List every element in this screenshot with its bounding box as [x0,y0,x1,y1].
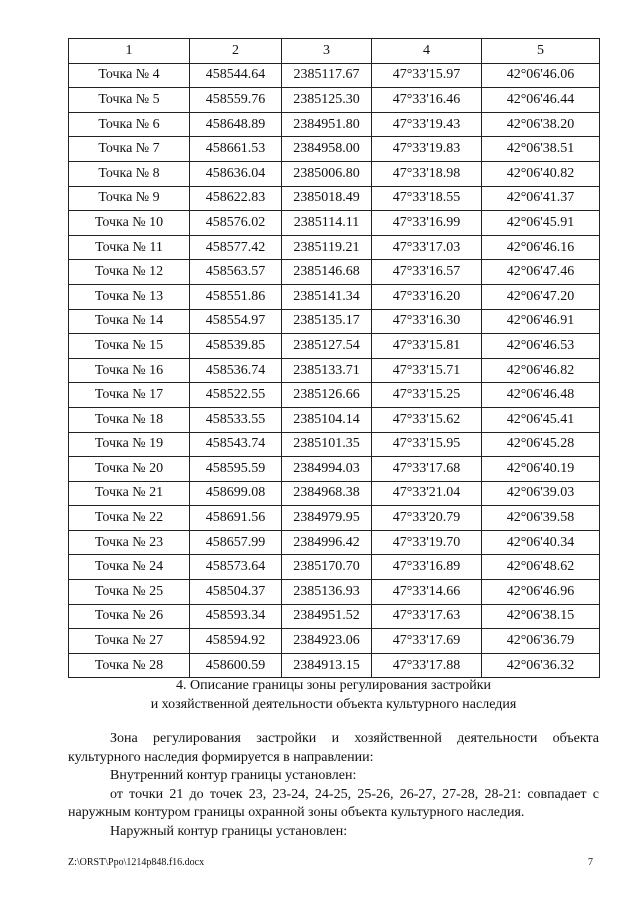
table-row [69,653,600,678]
table-row [69,112,600,137]
table-row [69,284,600,309]
table-cell: 47°33'19.83 [372,137,482,162]
column-header: 5 [482,39,600,64]
table-cell: 47°33'15.62 [372,407,482,432]
table-cell: 2384951.80 [282,112,372,137]
table-cell: 47°33'21.04 [372,481,482,506]
table-body [69,63,600,678]
table-cell: 458600.59 [190,653,282,678]
table-cell: 2385125.30 [282,88,372,113]
page-number: 7 [588,857,593,868]
table-cell: 2385141.34 [282,284,372,309]
table-row [69,334,600,359]
table-cell: 42°06'40.19 [482,457,600,482]
section-heading-line: 4. Описание границы зоны регулирования застройки [176,678,491,693]
table-cell: 42°06'41.37 [482,186,600,211]
table-row [69,457,600,482]
table-cell: 42°06'45.28 [482,432,600,457]
table-cell: 2385101.35 [282,432,372,457]
table-cell: 2385146.68 [282,260,372,285]
table-cell: 2385170.70 [282,555,372,580]
table-cell: 42°06'47.46 [482,260,600,285]
table-cell: 42°06'39.58 [482,506,600,531]
table-cell: 458657.99 [190,530,282,555]
table-cell: 42°06'39.03 [482,481,600,506]
table-row [69,63,600,88]
table-cell: Точка № 9 [69,186,190,211]
table-cell: Точка № 8 [69,161,190,186]
table-row [69,530,600,555]
table-cell: 47°33'15.71 [372,358,482,383]
table-cell: 47°33'16.30 [372,309,482,334]
table-cell: Точка № 19 [69,432,190,457]
table-cell: 42°06'45.91 [482,211,600,236]
table-cell: 2384994.03 [282,457,372,482]
table-cell: 47°33'17.03 [372,235,482,260]
table-cell: 42°06'45.41 [482,407,600,432]
table-cell: Точка № 15 [69,334,190,359]
table-row [69,161,600,186]
coordinates-table [68,38,600,678]
table-cell: Точка № 28 [69,653,190,678]
table-cell: 47°33'16.20 [372,284,482,309]
table-cell: 42°06'46.48 [482,383,600,408]
table-cell: 2385135.17 [282,309,372,334]
table-cell: 458577.42 [190,235,282,260]
table-row [69,629,600,654]
table-cell: 47°33'18.98 [372,161,482,186]
table-row [69,358,600,383]
table-cell: 458544.64 [190,63,282,88]
table-cell: 458522.55 [190,383,282,408]
table-row [69,235,600,260]
table-cell: Точка № 10 [69,211,190,236]
table-cell: 47°33'17.63 [372,604,482,629]
table-cell: 458699.08 [190,481,282,506]
table-cell: Точка № 6 [69,112,190,137]
table-cell: 42°06'46.82 [482,358,600,383]
table-header-row [69,39,600,64]
table-cell: 2385119.21 [282,235,372,260]
table-row [69,383,600,408]
table-row [69,580,600,605]
table-cell: Точка № 7 [69,137,190,162]
table-row [69,88,600,113]
table-cell: Точка № 21 [69,481,190,506]
table-row [69,555,600,580]
table-cell: 458691.56 [190,506,282,531]
table-cell: 2384968.38 [282,481,372,506]
table-cell: 2385126.66 [282,383,372,408]
table-cell: Точка № 11 [69,235,190,260]
table-cell: Точка № 22 [69,506,190,531]
table-cell: 42°06'36.79 [482,629,600,654]
table-cell: 458559.76 [190,88,282,113]
column-header: 1 [69,39,190,64]
footer-file-path: Z:\ORST\Ppo\1214p848.f16.docx [68,857,205,868]
table-cell: Точка № 26 [69,604,190,629]
table-row [69,211,600,236]
table-cell: 2385117.67 [282,63,372,88]
table-cell: 42°06'48.62 [482,555,600,580]
table-cell: 47°33'16.57 [372,260,482,285]
column-header: 3 [282,39,372,64]
table-cell: 2384958.00 [282,137,372,162]
section-heading [68,676,599,714]
table-row [69,260,600,285]
table-cell: 458551.86 [190,284,282,309]
table-cell: 42°06'38.20 [482,112,600,137]
table-cell: 2385104.14 [282,407,372,432]
table-cell: 47°33'17.69 [372,629,482,654]
table-row [69,481,600,506]
table-cell: Точка № 14 [69,309,190,334]
table-cell: 2385018.49 [282,186,372,211]
table-cell: 2384979.95 [282,506,372,531]
table-cell: 47°33'17.88 [372,653,482,678]
table-cell: 47°33'20.79 [372,506,482,531]
table-cell: 42°06'40.82 [482,161,600,186]
section-body [68,730,599,841]
section-heading-line: и хозяйственной деятельности объекта культурного наследия [150,697,517,712]
table-cell: 47°33'15.81 [372,334,482,359]
table-cell: 2385136.93 [282,580,372,605]
table-cell: 47°33'15.95 [372,432,482,457]
table-row [69,432,600,457]
table-cell: Точка № 4 [69,63,190,88]
table-cell: 2384996.42 [282,530,372,555]
table-cell: Точка № 13 [69,284,190,309]
table-row [69,604,600,629]
table-cell: 47°33'17.68 [372,457,482,482]
table-cell: 2384923.06 [282,629,372,654]
table-cell: Точка № 5 [69,88,190,113]
table-cell: 42°06'47.20 [482,284,600,309]
table-cell: 47°33'16.89 [372,555,482,580]
table-cell: Точка № 16 [69,358,190,383]
table-cell: 47°33'16.46 [372,88,482,113]
table-cell: 458554.97 [190,309,282,334]
table-cell: 47°33'18.55 [372,186,482,211]
table-cell: 47°33'19.70 [372,530,482,555]
table-cell: 458593.34 [190,604,282,629]
table-cell: Точка № 17 [69,383,190,408]
table-cell: 458636.04 [190,161,282,186]
table-cell: Точка № 24 [69,555,190,580]
table-cell: 47°33'16.99 [372,211,482,236]
table-cell: 458539.85 [190,334,282,359]
table-cell: 2385006.80 [282,161,372,186]
table-row [69,407,600,432]
table-cell: 47°33'15.97 [372,63,482,88]
table-cell: Точка № 20 [69,457,190,482]
table-cell: Точка № 12 [69,260,190,285]
table-cell: Точка № 23 [69,530,190,555]
table-cell: 2384951.52 [282,604,372,629]
table-cell: 458573.64 [190,555,282,580]
table-cell: 458543.74 [190,432,282,457]
paragraph: Наружный контур границы установлен: [110,823,348,839]
table-cell: 458661.53 [190,137,282,162]
table-cell: 42°06'46.91 [482,309,600,334]
table-cell: 42°06'46.53 [482,334,600,359]
table-cell: 458595.59 [190,457,282,482]
table-cell: 458622.83 [190,186,282,211]
table-cell: 42°06'36.32 [482,653,600,678]
table-cell: 47°33'15.25 [372,383,482,408]
table-cell: 42°06'38.51 [482,137,600,162]
paragraph: Зона регулирования застройки и хозяйственной деятельности объекта культурного наследия формируется в направлении: [68,731,599,765]
table-cell: 42°06'46.16 [482,235,600,260]
table-cell: 458563.57 [190,260,282,285]
table-cell: Точка № 27 [69,629,190,654]
table-cell: 458594.92 [190,629,282,654]
table-cell: 458576.02 [190,211,282,236]
column-header: 2 [190,39,282,64]
table-cell: 42°06'40.34 [482,530,600,555]
table-cell: 42°06'46.06 [482,63,600,88]
paragraph: Внутренний контур границы установлен: [110,768,357,783]
table-cell: 458536.74 [190,358,282,383]
table-cell: 42°06'46.96 [482,580,600,605]
table-cell: Точка № 18 [69,407,190,432]
table-cell: 42°06'38.15 [482,604,600,629]
table-cell: 42°06'46.44 [482,88,600,113]
table-row [69,506,600,531]
table-cell: 47°33'19.43 [372,112,482,137]
table-cell: 458533.55 [190,407,282,432]
table-cell: 2385133.71 [282,358,372,383]
paragraph: от точки 21 до точек 23, 23-24, 24-25, 25-26, 26-27, 27-28, 28-21: совпадает с наружным контуром границы охранной зоны объекта культурного наследия. [68,786,599,820]
table-cell: 2385114.11 [282,211,372,236]
table-cell: 2384913.15 [282,653,372,678]
column-header: 4 [372,39,482,64]
table-cell: 458504.37 [190,580,282,605]
table-cell: 2385127.54 [282,334,372,359]
table-cell: 47°33'14.66 [372,580,482,605]
table-cell: 458648.89 [190,112,282,137]
table-row [69,137,600,162]
table-cell: Точка № 25 [69,580,190,605]
table-row [69,186,600,211]
table-row [69,309,600,334]
